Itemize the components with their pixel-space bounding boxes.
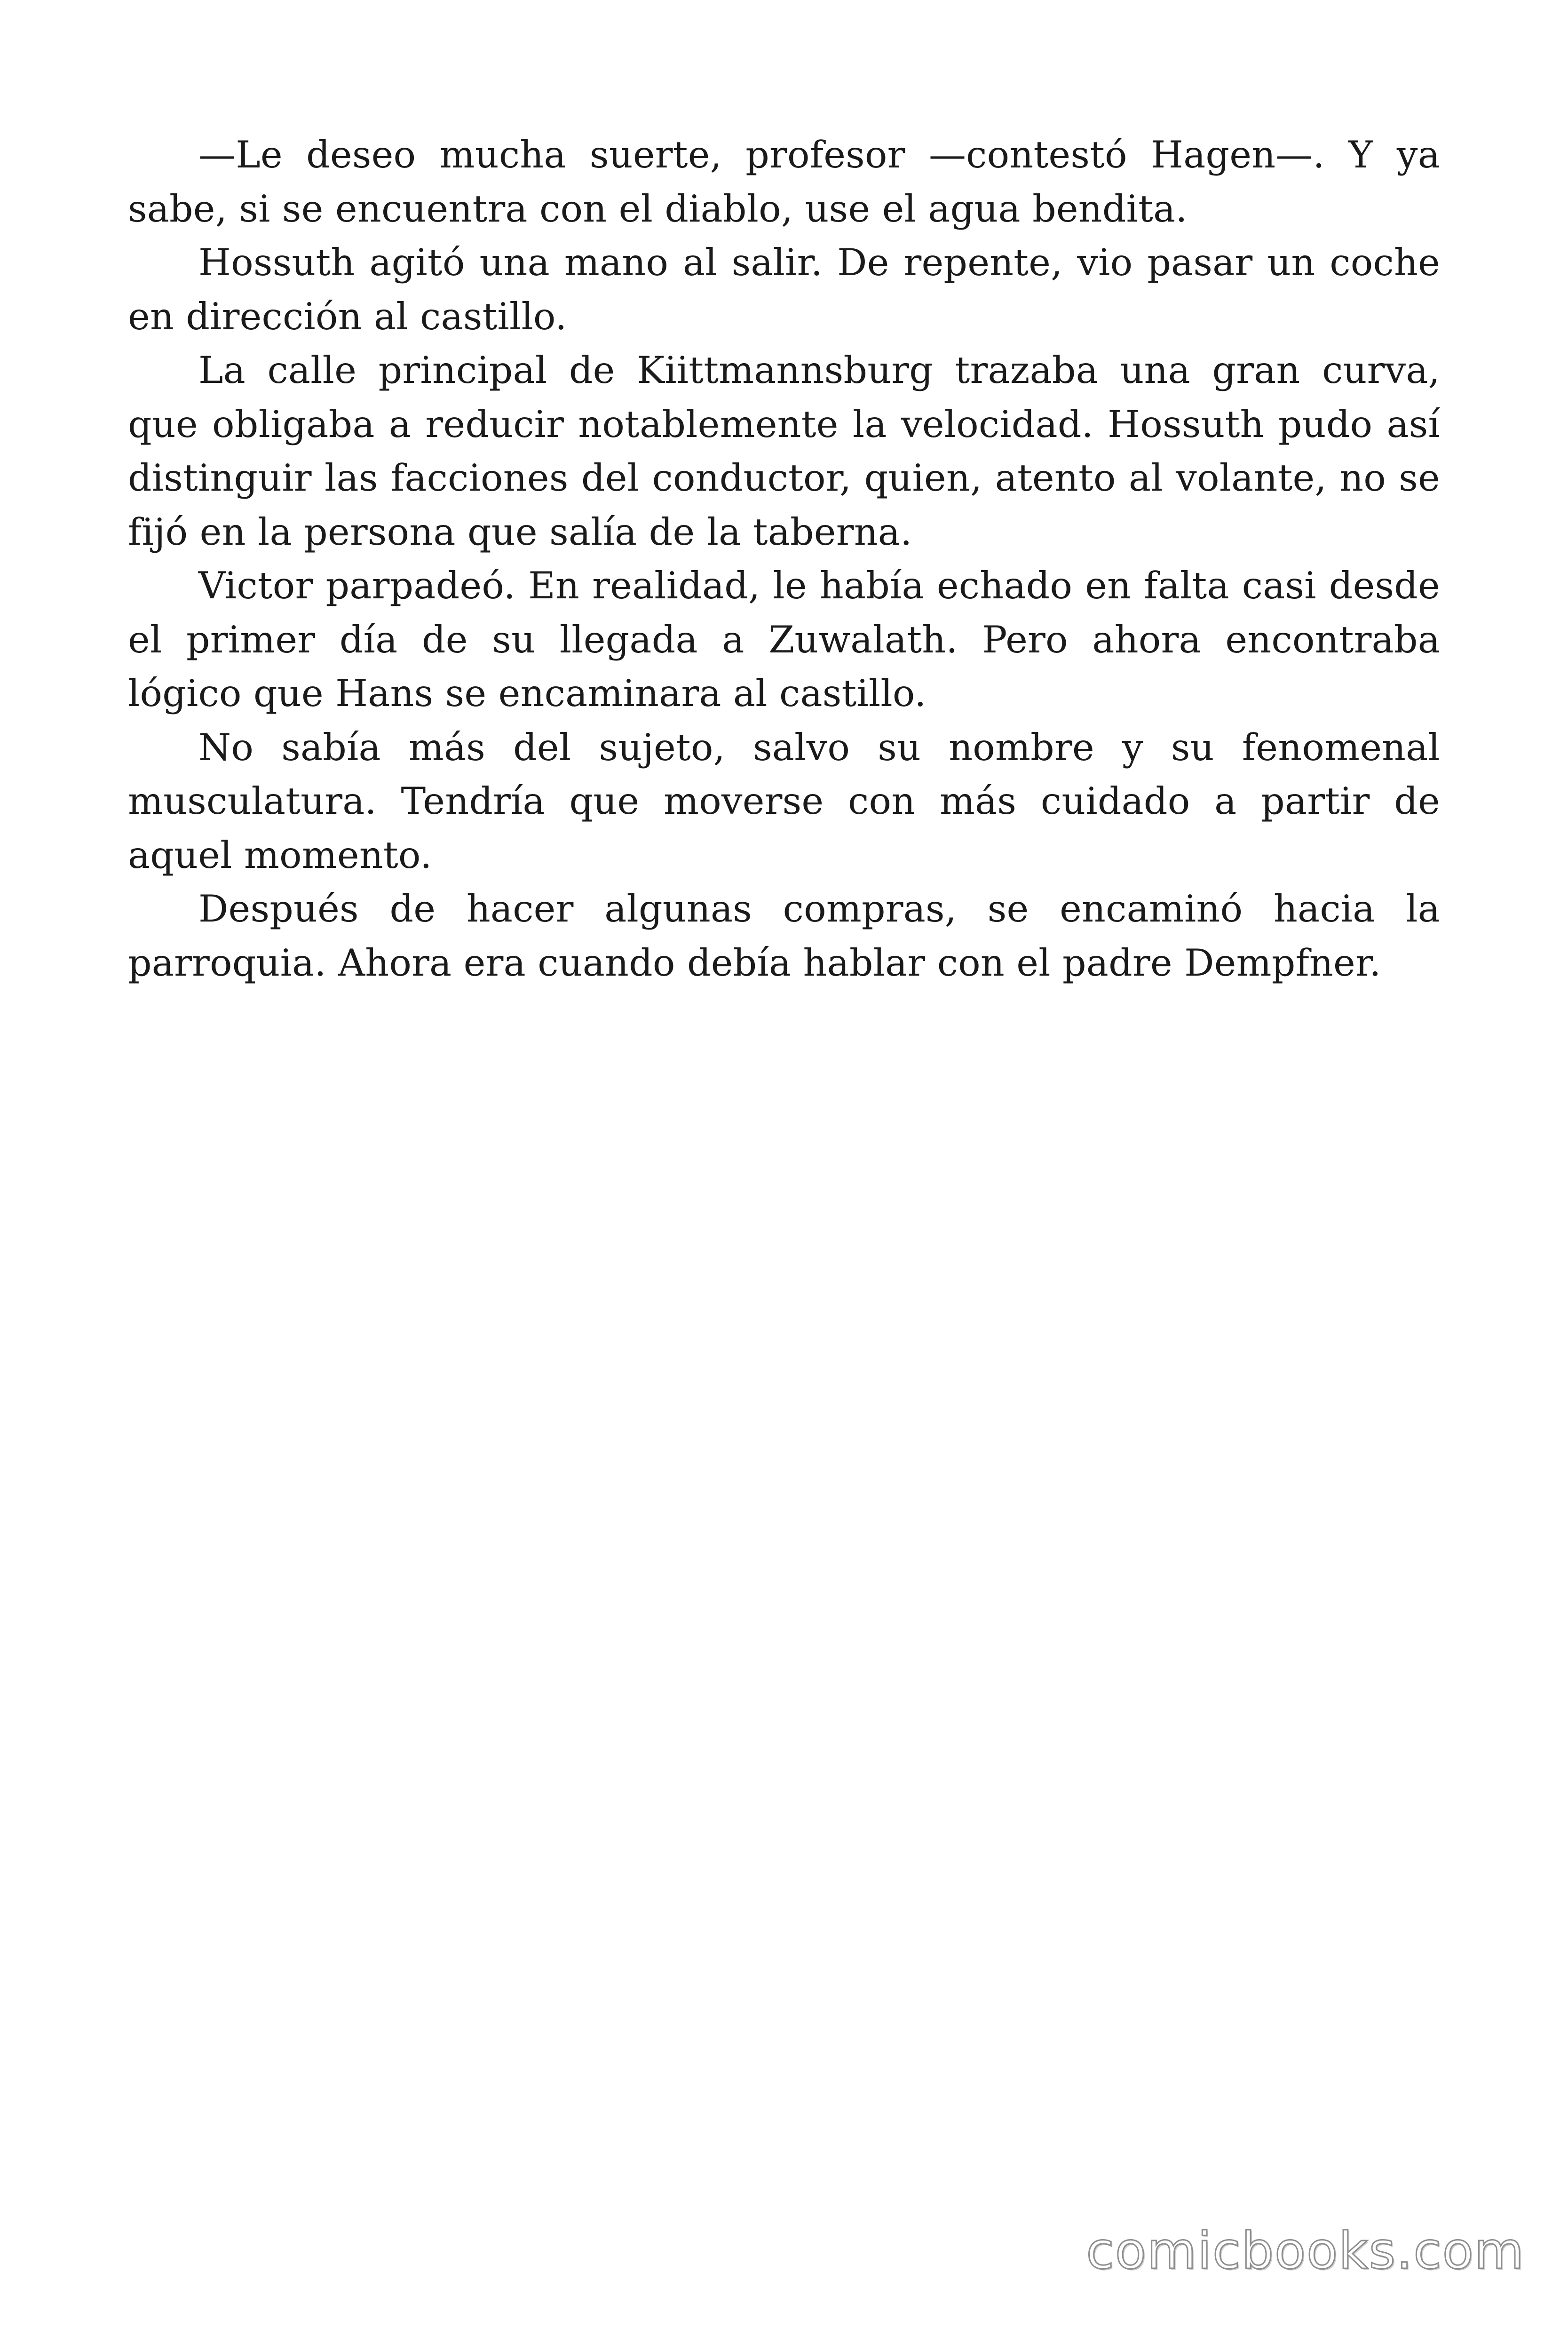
paragraph-4: Victor parpadeó. En realidad, le había echado en falta casi desde el primer día de su llegada a Zuwalath. Pero ahora encontraba lógico que Hans se encaminara al castillo. <box>128 564 1440 715</box>
paragraph-1: —Le deseo mucha suerte, profesor —contestó Hagen—. Y ya sabe, si se encuentra con el diablo, use el agua bendita. <box>128 133 1440 230</box>
paragraph-6: Después de hacer algunas compras, se encaminó hacia la parroquia. Ahora era cuando debía hablar con el padre Dempfner. <box>128 887 1440 985</box>
paragraph-3: La calle principal de Kiittmannsburg trazaba una gran curva, que obligaba a reducir notablemente la velocidad. Hossuth pudo así distinguir las facciones del conductor, quien, atento al volante, no se fijó en la persona que salía de la taberna. <box>128 349 1440 554</box>
paragraph-5: No sabía más del sujeto, salvo su nombre y su fenomenal musculatura. Tendría que moverse con más cuidado a partir de aquel momento. <box>128 725 1440 877</box>
paragraph-2: Hossuth agitó una mano al salir. De repente, vio pasar un coche en dirección al castillo. <box>128 241 1440 338</box>
page-body <box>128 128 1440 990</box>
watermark-logo: comicbooks.com <box>1086 2222 1525 2280</box>
